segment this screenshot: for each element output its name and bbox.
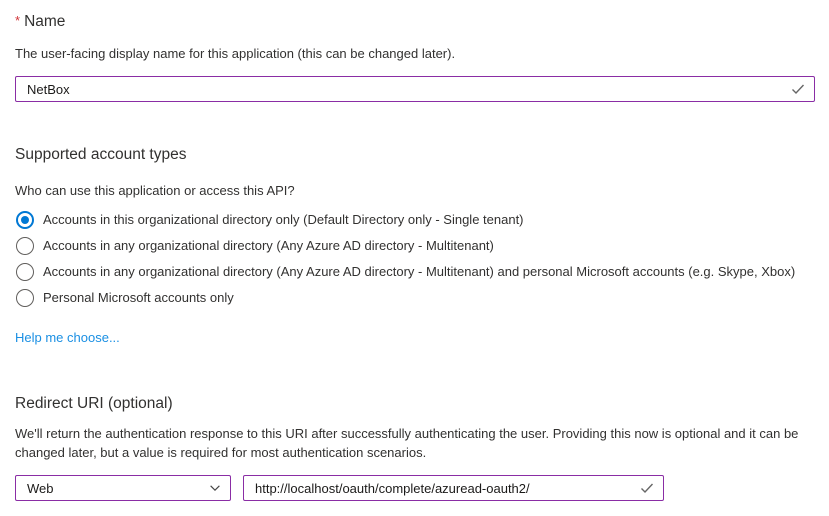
- section-gap: [15, 102, 815, 144]
- radio-option-label: Accounts in any organizational directory (Any Azure AD directory - Multitenant): [43, 238, 494, 253]
- redirect-uri-row: [15, 475, 815, 501]
- platform-select-dropdown[interactable]: [15, 475, 231, 501]
- radio-button-icon[interactable]: [16, 237, 34, 255]
- radio-option-multitenant-personal[interactable]: [15, 259, 815, 285]
- radio-button-icon[interactable]: [16, 211, 34, 229]
- radio-option-label: Personal Microsoft accounts only: [43, 290, 234, 305]
- radio-option-personal-only[interactable]: [15, 285, 815, 311]
- account-types-radio-group: [15, 207, 815, 311]
- name-description: The user-facing display name for this application (this can be changed later).: [15, 46, 456, 61]
- radio-option-multitenant[interactable]: [15, 233, 815, 259]
- radio-option-label: Accounts in any organizational directory (Any Azure AD directory - Multitenant) and personal Microsoft accounts (e.g. Skype, Xbox): [43, 264, 796, 279]
- redirect-uri-description: We'll return the authentication response to this URI after successfully authenticating the user. Providing this now is optional and it can be changed later, but a value is required for most authentication scenarios.: [15, 426, 799, 460]
- account-types-title: Supported account types: [15, 146, 187, 163]
- name-input-box: [15, 76, 815, 102]
- radio-option-label: Accounts in this organizational directory only (Default Directory only - Single tenant): [43, 212, 524, 227]
- name-title-text: Name: [24, 13, 66, 30]
- radio-option-single-tenant[interactable]: [15, 207, 815, 233]
- chevron-down-icon: [208, 481, 222, 495]
- redirect-uri-input-box: [243, 475, 664, 501]
- radio-button-icon[interactable]: [16, 289, 34, 307]
- platform-select-value: Web: [27, 480, 54, 496]
- redirect-uri-input[interactable]: [244, 476, 663, 500]
- account-types-question: Who can use this application or access this API?: [15, 183, 295, 198]
- name-section-title: [15, 10, 815, 32]
- radio-button-icon[interactable]: [16, 263, 34, 281]
- redirect-uri-title: Redirect URI (optional): [15, 395, 173, 412]
- name-input[interactable]: [16, 77, 814, 101]
- required-asterisk: *: [15, 13, 21, 28]
- help-me-choose-link[interactable]: Help me choose...: [15, 330, 120, 345]
